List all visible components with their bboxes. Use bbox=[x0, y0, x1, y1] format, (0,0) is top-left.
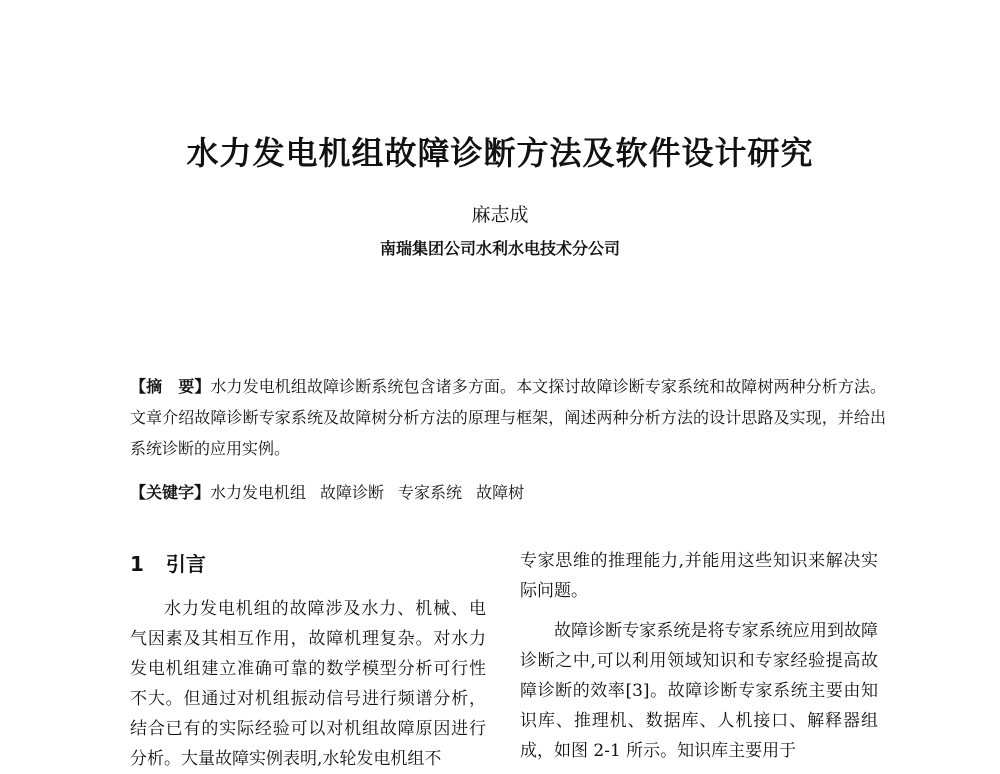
section-heading bbox=[130, 548, 206, 577]
body-paragraph: 水力发电机组的故障涉及水力、机械、电气因素及其相互作用，故障机理复杂。对水力发电机组建立准确可靠的数学模型分析可行性不大。但通过对机组振动信号进行频谱分析，结合已有的实际经验可以对机组故障原因进行分析。大量故障实例表明,水轮发电机组不 bbox=[130, 599, 486, 769]
abstract-label: 【摘 要】 bbox=[130, 377, 211, 396]
keyword-item: 专家系统 bbox=[398, 483, 463, 502]
section-number: 1 bbox=[130, 552, 144, 576]
body-paragraph: 故障诊断专家系统是将专家系统应用到故障诊断之中,可以利用领域知识和专家经验提高故障诊断的效率[3]。故障诊断专家系统主要由知识库、推理机、数据库、人机接口、解释器组成，如图 2-1 所示。知识库主要用于 bbox=[520, 621, 878, 761]
abstract-block bbox=[130, 371, 886, 464]
left-column bbox=[130, 594, 486, 774]
keywords-label: 【关键字】 bbox=[130, 483, 211, 502]
paper-title: 水力发电机组故障诊断方法及软件设计研究 bbox=[186, 134, 814, 172]
body-paragraph-continuation: 专家思维的推理能力,并能用这些知识来解决实际问题。 bbox=[520, 551, 878, 601]
author-name: 麻志成 bbox=[471, 204, 529, 226]
abstract-text: 水力发电机组故障诊断系统包含诸多方面。本文探讨故障诊断专家系统和故障树两种分析方法。文章介绍故障诊断专家系统及故障树分析方法的原理与框架，阐述两种分析方法的设计思路及实现，并给出系统诊断的应用实例。 bbox=[130, 377, 886, 458]
section-title: 引言 bbox=[165, 552, 206, 576]
keywords-block bbox=[130, 481, 886, 505]
keyword-item: 故障树 bbox=[476, 483, 525, 502]
keyword-item: 故障诊断 bbox=[320, 483, 385, 502]
right-column bbox=[520, 546, 878, 766]
keyword-item: 水力发电机组 bbox=[210, 483, 307, 502]
author-affiliation: 南瑞集团公司水利水电技术分公司 bbox=[379, 239, 620, 258]
